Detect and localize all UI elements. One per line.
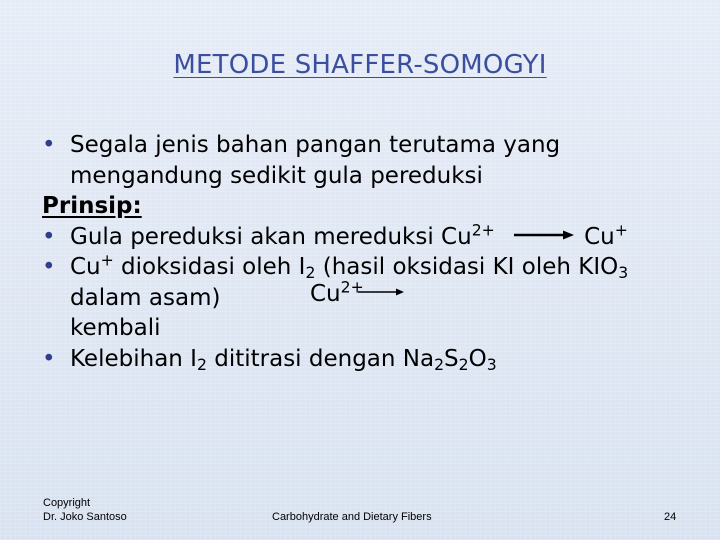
iodine-subscript: 2 (305, 262, 316, 282)
bullet-2-main-text: Gula pereduksi akan mereduksi Cu (70, 223, 472, 250)
bullet-item-3 (42, 252, 692, 283)
cu2-overlay (310, 276, 364, 310)
slide-title: METODE SHAFFER-SOMOGYI (173, 50, 547, 80)
kio3-subscript: 3 (618, 262, 629, 282)
copyright-label: Copyright (43, 497, 91, 509)
bullet-icon: • (42, 132, 56, 158)
bullet-4-text-a: Kelebihan I (70, 345, 197, 372)
principle-heading-text: Prinsip: (42, 193, 142, 219)
slide-content (42, 130, 692, 374)
bullet-3-text-b: (hasil oksidasi KI oleh KIO (315, 254, 619, 280)
bullet-3-text-a: dioksidasi oleh I (113, 254, 306, 280)
bullet-icon: • (42, 345, 56, 372)
bullet-icon: • (42, 223, 56, 250)
cu-ion-charge: + (100, 250, 114, 270)
principle-heading (42, 191, 692, 222)
page-number: 24 (664, 511, 677, 523)
cu-product-charge: + (614, 219, 628, 239)
bullet-item-1 (42, 130, 692, 161)
bullet-4-text-d: O (468, 345, 487, 372)
bullet-4-text-c: S (444, 345, 459, 372)
overlay-arrow-icon (358, 287, 404, 297)
bullet-3-line-2-text: dalam asam) (70, 284, 221, 311)
bullet-icon: • (42, 254, 56, 280)
bullet-1-line-2: mengandung sedikit gula pereduksi (70, 162, 483, 189)
bullet-3-line-3: kembali (70, 315, 161, 341)
footer-copyright (43, 496, 127, 524)
na-subscript: 2 (434, 354, 445, 374)
iodine-subscript: 2 (196, 354, 207, 374)
bullet-item-2 (42, 219, 692, 253)
cu2-charge: 2+ (471, 219, 495, 239)
cu2-overlay-text: Cu (310, 280, 341, 307)
cu-ion-text: Cu (70, 254, 101, 280)
cu2-overlay-charge: 2+ (340, 276, 364, 296)
s-subscript: 2 (458, 354, 469, 374)
bullet-1-line-1: Segala jenis bahan pangan terutama yang (70, 132, 561, 158)
copyright-author: Dr. Joko Santoso (43, 511, 127, 523)
bullet-4-text-b: dititrasi dengan Na (206, 345, 435, 372)
cu-product-text: Cu (584, 223, 615, 250)
bullet-2-text (42, 219, 692, 253)
bullet-4-text (42, 344, 692, 375)
o-subscript: 3 (486, 354, 497, 374)
reaction-arrow-icon (514, 229, 574, 241)
bullet-3-line-2 (42, 276, 692, 314)
footer-title: Carbohydrate and Dietary Fibers (272, 511, 432, 523)
bullet-3-line-1 (42, 252, 692, 283)
bullet-item-4 (42, 344, 692, 375)
